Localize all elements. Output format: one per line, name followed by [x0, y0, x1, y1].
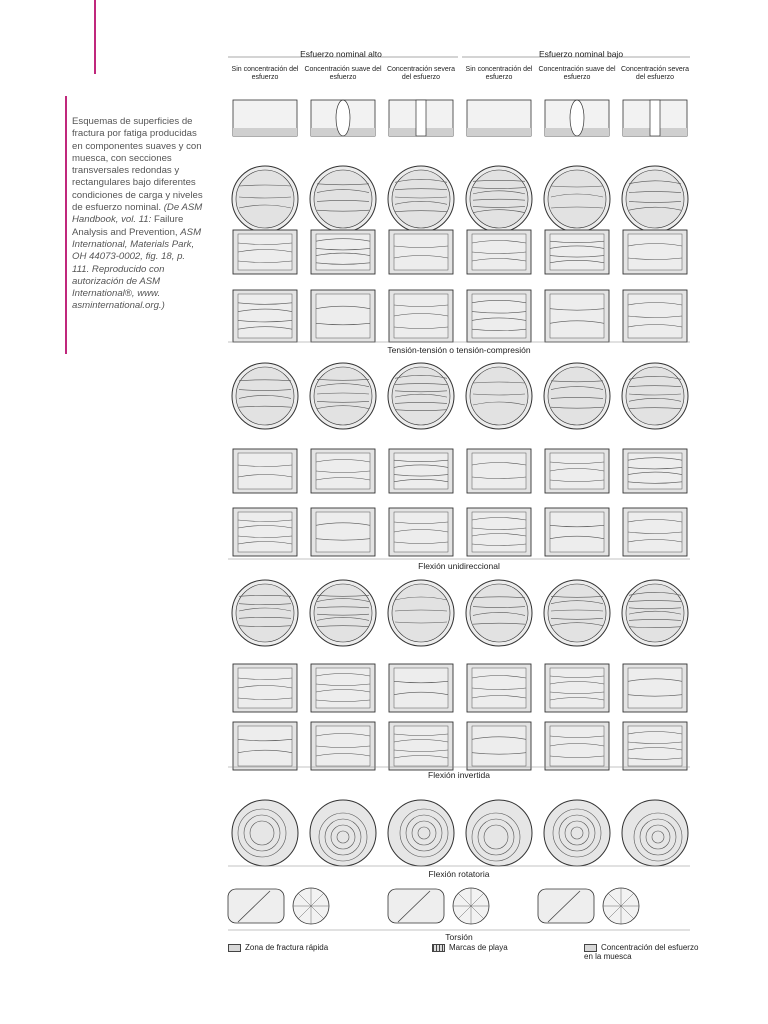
bar-fracture-band [233, 128, 297, 136]
section-label-torsion: Torsión [445, 932, 473, 942]
column-header-2: Concentración suave del esfuerzo [304, 66, 382, 81]
group-high-label: Esfuerzo nominal alto [300, 49, 382, 59]
rect-section-inner [550, 453, 604, 489]
column-header-6: Concentración severa del esfuerzo [620, 66, 690, 81]
rect-section-inner [238, 234, 292, 270]
bar-notch [416, 100, 426, 136]
section-label-rotating: Flexión rotatoria [428, 869, 490, 879]
bar-notch [650, 100, 660, 136]
rect-section-inner [472, 668, 526, 708]
round-section-inner [626, 367, 684, 425]
rect-section-inner [628, 294, 682, 338]
rect-section-inner [394, 668, 448, 708]
round-section-inner [470, 367, 528, 425]
caption-source-c: ASM International, Materials Park, OH 44073-0002, fig. 18, p. 111. Reproducido con autorización de ASM International®, www. asminternational.org.) [72, 226, 202, 312]
rect-section-inner [394, 726, 448, 766]
rect-section-inner [550, 668, 604, 708]
accent-bar-top [94, 0, 96, 74]
section-label-tension: Tensión-tensión o tensión-compresión [387, 345, 531, 355]
column-header-4: Sin concentración del esfuerzo [465, 66, 533, 81]
rotating-section-outer [544, 800, 610, 866]
rect-section-inner [316, 294, 370, 338]
rect-section-inner [472, 726, 526, 766]
column-header-3: Concentración severa del esfuerzo [386, 66, 456, 81]
rect-section-inner [550, 726, 604, 766]
torsion-bar [228, 889, 284, 923]
rect-section-inner [316, 668, 370, 708]
rect-section-inner [550, 294, 604, 338]
legend-beach-marks [432, 943, 508, 952]
caption-source-a: (De ASM Handbook, vol. 11: [72, 202, 203, 226]
bar-notch [336, 100, 350, 136]
fatigue-fracture-figure [226, 44, 699, 964]
rotating-section-outer [466, 800, 532, 866]
rotating-section-outer [310, 800, 376, 866]
rect-section-inner [238, 726, 292, 766]
caption-text: Esquemas de superficies de fractura por fatiga producidas en componentes suaves y con muesca, con secciones transversales redondas y rectangulares bajo diferentes condiciones de carga y niveles de esfuerzo nominal. [72, 116, 203, 214]
legend-notch [584, 943, 704, 961]
rect-section-inner [316, 453, 370, 489]
rotating-section-outer [232, 800, 298, 866]
bar-notch [570, 100, 584, 136]
bar-fracture-band [467, 128, 531, 136]
legend-fast-zone-label: Zona de fractura rápida [245, 943, 329, 952]
round-section-inner [314, 170, 372, 228]
column-header-5: Concentración suave del esfuerzo [538, 66, 616, 81]
rect-section-inner [316, 512, 370, 552]
rect-section-inner [394, 294, 448, 338]
column-header-1: Sin concentración del esfuerzo [231, 66, 299, 81]
fast-zone-swatch-icon [228, 944, 241, 952]
rect-section-inner [394, 453, 448, 489]
rect-section-inner [628, 668, 682, 708]
round-section-inner [470, 584, 528, 642]
rect-section-inner [550, 234, 604, 270]
rect-section-inner [316, 726, 370, 766]
section-label-reversed: Flexión invertida [428, 770, 490, 780]
rect-section-inner [394, 234, 448, 270]
rect-section-inner [238, 453, 292, 489]
rect-section-inner [472, 512, 526, 552]
beach-marks-swatch-icon [432, 944, 445, 952]
rect-section-inner [628, 234, 682, 270]
section-label-unidirectional: Flexión unidireccional [418, 561, 500, 571]
round-section-inner [236, 367, 294, 425]
rect-section-inner [394, 512, 448, 552]
caption-source-b: Failure Analysis and Prevention, [72, 214, 184, 238]
rotating-section-outer [388, 800, 454, 866]
rect-section-inner [628, 512, 682, 552]
rect-section-inner [472, 234, 526, 270]
round-section-inner [236, 584, 294, 642]
round-section-inner [392, 170, 450, 228]
legend-fast-zone [228, 943, 328, 952]
fracture-schematics [226, 44, 692, 964]
rect-section-inner [550, 512, 604, 552]
rect-section-inner [238, 668, 292, 708]
rect-section-inner [628, 453, 682, 489]
round-section-inner [626, 170, 684, 228]
legend-notch-label: Concentración del esfuerzo en la muesca [584, 943, 699, 961]
round-section-inner [548, 584, 606, 642]
round-section-inner [392, 584, 450, 642]
round-section-inner [314, 367, 372, 425]
group-low-label: Esfuerzo nominal bajo [538, 49, 624, 59]
rect-section-inner [472, 453, 526, 489]
notch-swatch-icon [584, 944, 597, 952]
rect-section-inner [238, 294, 292, 338]
round-section-inner [236, 170, 294, 228]
round-section-inner [548, 367, 606, 425]
rect-section-inner [238, 512, 292, 552]
accent-bar-side [65, 96, 67, 354]
rect-section-inner [628, 726, 682, 766]
round-section-inner [548, 170, 606, 228]
rotating-section-outer [622, 800, 688, 866]
figure-caption [72, 116, 204, 313]
legend-beach-marks-label: Marcas de playa [449, 943, 508, 952]
torsion-bar [538, 889, 594, 923]
torsion-bar [388, 889, 444, 923]
round-section-inner [314, 584, 372, 642]
